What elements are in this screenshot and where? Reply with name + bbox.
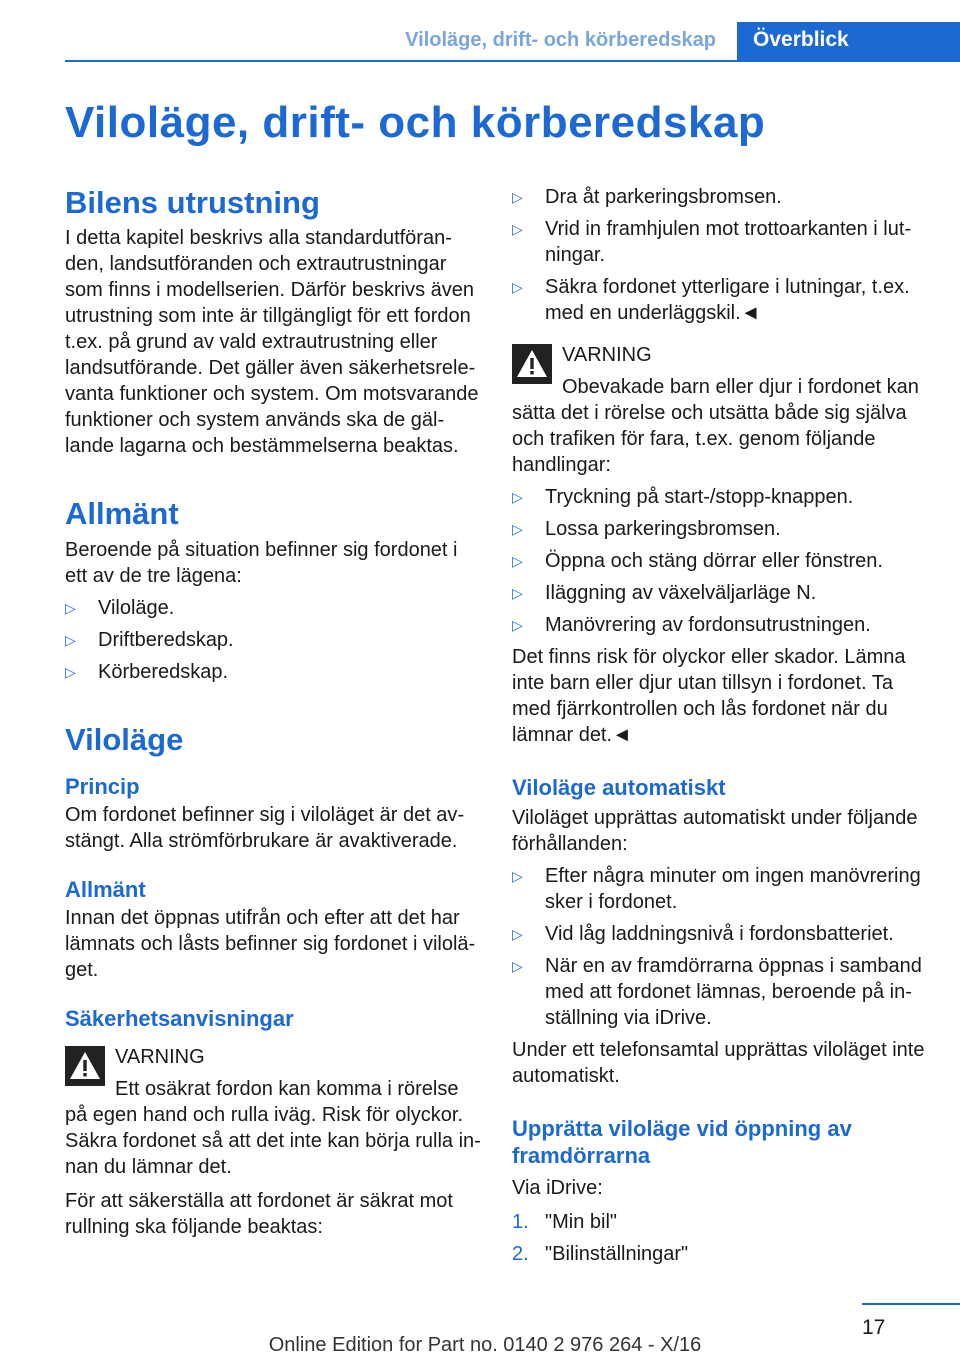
via-paragraph: Via iDrive: [512,1177,603,1199]
auto-conditions-list [512,863,930,1031]
secure-steps-list [512,184,930,326]
warning-text: Obevakade barn eller djur i fordonet kan sätta det i rörelse och utsätta både sig själva och trafiken för fara, t.ex. genom följande handlingar: [512,376,919,476]
warning-block [65,1042,483,1180]
list-item: ▷ Efter några minuter om ingen manövrering sker i fordonet. [512,865,921,913]
principle-paragraph: Om fordonet befinner sig i viloläget är det avstängt. Alla strömförbrukare är avaktiverade. [65,804,465,852]
list-item: ▷ När en av framdörrarna öppnas i samband med att fordonet lämnas, beroende på inställning via iDrive. [512,955,922,1029]
footer-rule [862,1303,960,1305]
warning-text: Ett osäkrat fordon kan komma i rörelse på egen hand och rulla iväg. Risk för olyckor. Säkra fordonet så att det inte kan börja rulla innan du lämnar det. [65,1078,481,1178]
edition-text: Online Edition for Part no. 0140 2 976 264 - X/16 [268,1334,702,1356]
list-item: ▷ Dra åt parkeringsbromsen. [512,186,782,208]
warning-triangle-icon [512,344,552,384]
secure-paragraph: För att säkerställa att fordonet är säkrat mot rullning ska följande beaktas: [65,1190,453,1238]
list-item: ▷ Säkra fordonet ytterligare i lutningar, t.ex. med en underläggskil.◄ [512,276,910,324]
page-title: Viloläge, drift- och körberedskap [65,98,766,147]
list-item: ▷ Iläggning av växelväljarläge N. [512,582,817,604]
triangle-bullet-icon: ▷ [512,221,523,237]
equipment-paragraph: I detta kapitel beskrivs alla standardutföranden, landsutföranden och extrautrustningar som finns i modellserien. Därför beskrivs även utrustning som inte är tillgängligt för ett fordon t.ex. på grund av vald extrautrustning eller landsutförande. Det gäller även säkerhetsrelevanta funktioner och system. Om motsvarande funktioner och system används ska de gällande lagarna och bestämmelserna beaktas. [65,227,479,457]
triangle-bullet-icon: ▷ [512,189,523,205]
list-item: ▷ Lossa parkeringsbromsen. [512,518,781,540]
list-item: 2. "Bilinställningar" [512,1243,689,1265]
rest-general-heading: Allmänt [65,877,146,902]
rest-general-paragraph: Innan det öppnas utifrån och efter att det har lämnats och låsts befinner sig fordonet i viloläget. [65,907,476,981]
list-item: ▷ Körberedskap. [65,661,229,683]
list-item: ▷ Öppna och stäng dörrar eller fönstren. [512,550,883,572]
rest-mode-heading: Viloläge [65,722,184,757]
left-column [65,184,483,1240]
triangle-bullet-icon: ▷ [512,958,523,974]
footer-edition [0,1334,960,1357]
triangle-bullet-icon: ▷ [512,585,523,601]
auto-paragraph: Viloläget upprättas automatiskt under följande förhållanden: [512,807,918,855]
warning-triangle-icon [65,1046,105,1086]
phone-paragraph: Under ett telefonsamtal upprättas viloläget inte automatiskt. [512,1039,925,1087]
triangle-bullet-icon: ▷ [512,868,523,884]
general-paragraph: Beroende på situation befinner sig fordonet i ett av de tre lägena: [65,539,458,587]
triangle-bullet-icon: ▷ [512,553,523,569]
general-heading: Allmänt [65,496,179,531]
triangle-bullet-icon: ▷ [512,926,523,942]
triangle-bullet-icon: ▷ [65,632,76,648]
warning-label: VARNING [115,1046,205,1068]
triangle-bullet-icon: ▷ [512,489,523,505]
triangle-bullet-icon: ▷ [65,600,76,616]
step-number: 1. [512,1211,529,1233]
page-header [0,0,960,66]
list-item: ▷ Vrid in framhjulen mot trottoarkanten i lutningar. [512,218,912,266]
header-tab-overview: Överblick [737,22,960,62]
safety-heading: Säkerhetsanvisningar [65,1006,294,1031]
list-item: 1. "Min bil" [512,1211,617,1233]
warning-label: VARNING [562,344,652,366]
header-rule [65,60,960,62]
page-number: 17 [862,1316,886,1339]
warning-block [512,340,930,478]
triangle-bullet-icon: ▷ [65,664,76,680]
auto-heading: Viloläge automatiskt [512,775,726,800]
list-item: ▷ Vid låg laddningsnivå i fordonsbatteriet. [512,923,894,945]
actions-list [512,484,930,638]
list-item: ▷ Viloläge. [65,597,175,619]
risk-paragraph: Det finns risk för olyckor eller skador. Lämna inte barn eller djur utan tillsyn i fordonet. Ta med fjärrkontrollen och lås fordonet när du lämnar det.◄ [512,646,906,746]
triangle-bullet-icon: ▷ [512,521,523,537]
door-heading: Upprätta viloläge vid öppning av framdörrarna [512,1116,852,1168]
idrive-steps-list [512,1209,930,1267]
triangle-bullet-icon: ▷ [512,279,523,295]
list-item: ▷ Manövrering av fordonsutrustningen. [512,614,871,636]
list-item: ▷ Tryckning på start-/stopp-knappen. [512,486,854,508]
right-column [512,184,930,1267]
modes-list [65,595,483,685]
triangle-bullet-icon: ▷ [512,617,523,633]
step-number: 2. [512,1243,529,1265]
header-section-title: Viloläge, drift- och körberedskap [405,29,716,51]
principle-heading: Princip [65,774,140,799]
list-item: ▷ Driftberedskap. [65,629,234,651]
equipment-heading: Bilens utrustning [65,185,320,220]
